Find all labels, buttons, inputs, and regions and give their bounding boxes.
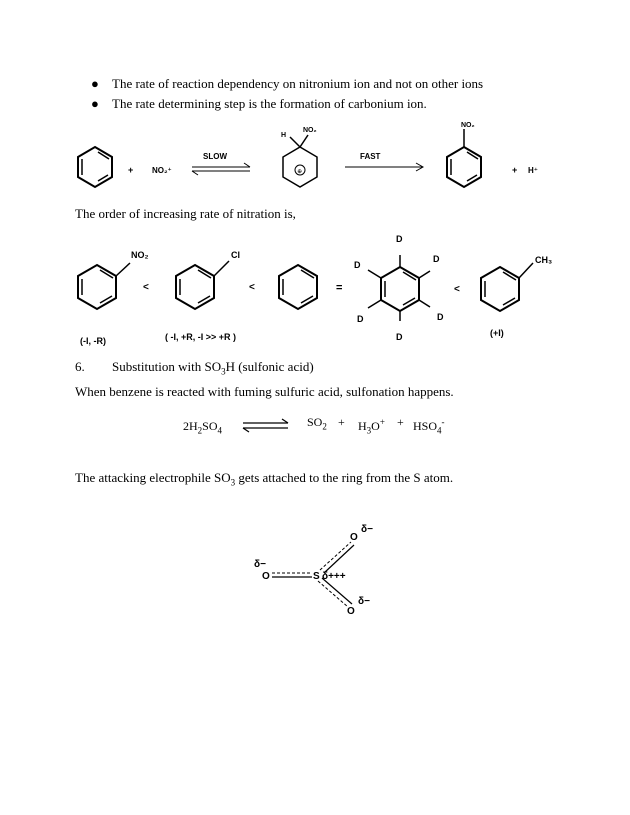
less-than-sign: < bbox=[249, 282, 255, 293]
proton-byproduct: H⁺ bbox=[528, 166, 538, 175]
deuterium-label: D bbox=[437, 312, 444, 322]
nitrobenzene bbox=[78, 263, 130, 309]
nitration-rate-order-diagram bbox=[0, 228, 630, 348]
nitro-effect: (-I, -R) bbox=[80, 336, 106, 346]
product-nitro: NO₂ bbox=[461, 122, 475, 129]
electrophile-text: The attacking electrophile $SO_3$ gets attached to the ring from the S atom. bbox=[75, 470, 454, 488]
oxygen-atom: O bbox=[350, 532, 358, 543]
deuterium-label: D bbox=[357, 314, 364, 324]
less-than-sign: < bbox=[143, 282, 149, 293]
equation-lhs: $2H_2SO_4$ bbox=[183, 419, 223, 436]
nitration-mechanism-diagram bbox=[0, 115, 630, 200]
deuterium-label: D bbox=[433, 254, 440, 264]
benzene bbox=[279, 265, 317, 309]
methyl-effect: (+I) bbox=[490, 328, 504, 338]
equation-plus: + bbox=[397, 415, 404, 429]
bullet-text-2: The rate determining step is the formation of carbonium ion. bbox=[112, 96, 427, 111]
sigma-complex bbox=[283, 135, 317, 187]
plus-sign: + bbox=[512, 165, 518, 175]
equation-so2: $SO_2$ bbox=[307, 415, 327, 432]
intermediate-nitro: NO₂ bbox=[303, 127, 317, 134]
toluene bbox=[481, 263, 533, 311]
equals-sign: = bbox=[336, 282, 343, 294]
section-title: Substitution with $SO_3H$ (sulfonic acid) bbox=[112, 359, 314, 377]
chloro-effect: ( -I, +R, -I >> +R ) bbox=[165, 332, 237, 342]
delta-minus-label: δ− bbox=[254, 559, 266, 570]
chloro-group-label: Cl bbox=[231, 250, 240, 260]
delta-minus-label: δ− bbox=[358, 596, 370, 607]
intermediate-hydrogen: H bbox=[281, 132, 287, 139]
nitronium-reagent: NO₂⁺ bbox=[152, 166, 172, 175]
oxygen-atom: O bbox=[262, 571, 270, 582]
order-heading: The order of increasing rate of nitration is, bbox=[75, 206, 296, 221]
nitro-group-label: NO₂ bbox=[131, 250, 149, 260]
bullet-text-1: The rate of reaction dependency on nitronium ion and not on other ions bbox=[112, 76, 484, 91]
equilibrium-arrow bbox=[241, 418, 291, 434]
oxygen-atom: O bbox=[347, 606, 355, 617]
deuterium-label: D bbox=[396, 234, 403, 244]
bullet-marker: ● bbox=[91, 76, 99, 91]
deuterium-label: D bbox=[396, 332, 403, 342]
equation-hso4: $HSO_4^-$ bbox=[413, 417, 445, 436]
delta-minus-label: δ− bbox=[361, 524, 373, 535]
benzene-ring bbox=[78, 147, 112, 187]
equation-plus: + bbox=[338, 415, 345, 429]
fast-label: FAST bbox=[360, 152, 381, 161]
bullet-marker: ● bbox=[91, 96, 99, 111]
chlorobenzene bbox=[176, 261, 229, 309]
delta-plus-label: δ+++ bbox=[322, 571, 346, 582]
nitrobenzene-product bbox=[447, 129, 481, 187]
deuterium-label: D bbox=[354, 260, 361, 270]
equation-h3o: $H_3O^+$ bbox=[358, 417, 385, 436]
sulfur-trioxide-structure bbox=[240, 515, 390, 620]
plus-sign: + bbox=[128, 165, 134, 175]
sulfonation-text: When benzene is reacted with fuming sulfuric acid, sulfonation happens. bbox=[75, 384, 454, 399]
positive-charge: ⊕ bbox=[297, 169, 303, 175]
sulfur-atom: S bbox=[313, 571, 320, 582]
methyl-group-label: CH₃ bbox=[535, 255, 553, 265]
hexadeuterobenzene bbox=[368, 255, 430, 321]
less-than-sign: < bbox=[454, 284, 460, 295]
section-number: 6. bbox=[75, 359, 85, 374]
slow-label: SLOW bbox=[203, 152, 227, 161]
